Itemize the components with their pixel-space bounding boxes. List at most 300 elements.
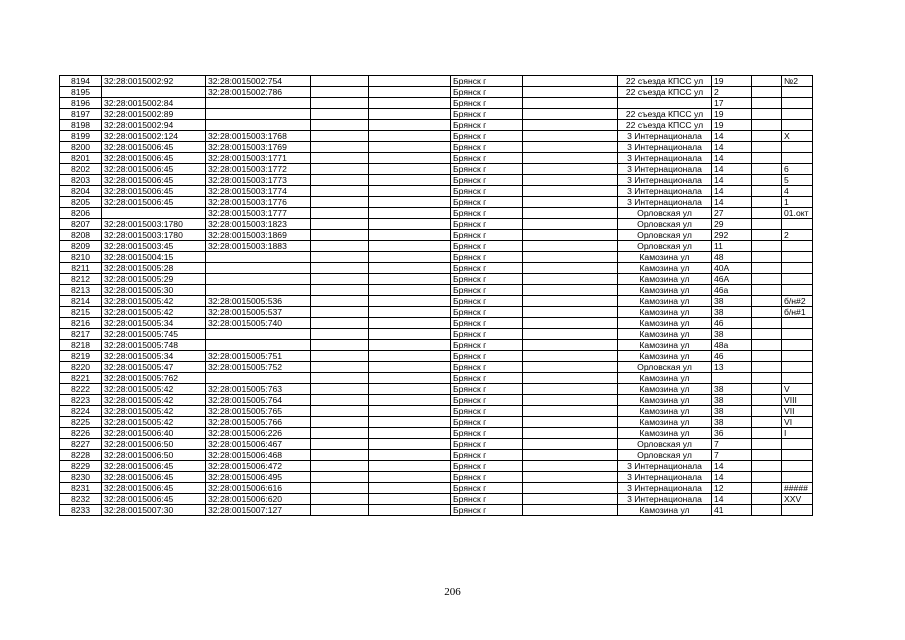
object-cadastral-number-cell: 32:28:0015003:1776 (206, 197, 311, 208)
street-cell: 22 съезда КПСС ул (618, 76, 712, 87)
city-cell: Брянск г (451, 164, 523, 175)
apartment-cell: 4 (782, 186, 813, 197)
house-number-cell: 19 (712, 76, 752, 87)
apartment-cell (782, 362, 813, 373)
city-cell: Брянск г (451, 252, 523, 263)
apartment-cell: 6 (782, 164, 813, 175)
empty-cell (311, 87, 369, 98)
cadastral-number-cell: 32:28:0015003:1780 (102, 219, 206, 230)
empty-cell (369, 175, 451, 186)
house-number-cell: 46А (712, 274, 752, 285)
empty-cell (369, 307, 451, 318)
object-cadastral-number-cell: 32:28:0015003:1883 (206, 241, 311, 252)
table-row (60, 494, 813, 505)
cadastral-number-cell: 32:28:0015006:45 (102, 175, 206, 186)
empty-cell (523, 241, 618, 252)
empty-cell (752, 120, 782, 131)
apartment-cell (782, 472, 813, 483)
object-cadastral-number-cell (206, 340, 311, 351)
row-number-cell: 8196 (60, 98, 102, 109)
street-cell: 3 Интернационала (618, 472, 712, 483)
empty-cell (369, 186, 451, 197)
empty-cell (369, 494, 451, 505)
row-number-cell: 8229 (60, 461, 102, 472)
house-number-cell: 17 (712, 98, 752, 109)
street-cell: Камозина ул (618, 384, 712, 395)
cadastral-number-cell: 32:28:0015003:45 (102, 241, 206, 252)
row-number-cell: 8194 (60, 76, 102, 87)
row-number-cell: 8199 (60, 131, 102, 142)
empty-cell (369, 230, 451, 241)
empty-cell (752, 285, 782, 296)
table-row (60, 384, 813, 395)
empty-cell (523, 120, 618, 131)
city-cell: Брянск г (451, 505, 523, 516)
row-number-cell: 8224 (60, 406, 102, 417)
empty-cell (311, 263, 369, 274)
empty-cell (311, 329, 369, 340)
object-cadastral-number-cell: 32:28:0015005:751 (206, 351, 311, 362)
cadastral-number-cell: 32:28:0015002:92 (102, 76, 206, 87)
row-number-cell: 8223 (60, 395, 102, 406)
table-row (60, 461, 813, 472)
apartment-cell (782, 373, 813, 384)
table-row (60, 406, 813, 417)
street-cell: Камозина ул (618, 505, 712, 516)
apartment-cell: VIII (782, 395, 813, 406)
empty-cell (752, 384, 782, 395)
object-cadastral-number-cell (206, 252, 311, 263)
table-row (60, 120, 813, 131)
cadastral-number-cell: 32:28:0015006:45 (102, 142, 206, 153)
table-row (60, 505, 813, 516)
cadastral-number-cell (102, 208, 206, 219)
cadastral-number-cell: 32:28:0015006:50 (102, 439, 206, 450)
house-number-cell: 292 (712, 230, 752, 241)
city-cell: Брянск г (451, 384, 523, 395)
object-cadastral-number-cell (206, 263, 311, 274)
empty-cell (369, 164, 451, 175)
table-row (60, 197, 813, 208)
row-number-cell: 8220 (60, 362, 102, 373)
empty-cell (311, 494, 369, 505)
empty-cell (523, 494, 618, 505)
apartment-cell: I (782, 428, 813, 439)
cadastral-number-cell: 32:28:0015006:45 (102, 153, 206, 164)
empty-cell (752, 472, 782, 483)
empty-cell (311, 472, 369, 483)
empty-cell (752, 241, 782, 252)
empty-cell (369, 219, 451, 230)
street-cell: 22 съезда КПСС ул (618, 87, 712, 98)
empty-cell (369, 252, 451, 263)
empty-cell (311, 164, 369, 175)
house-number-cell: 46а (712, 285, 752, 296)
apartment-cell: V (782, 384, 813, 395)
apartment-cell: б/н#1 (782, 307, 813, 318)
cadastral-number-cell: 32:28:0015005:762 (102, 373, 206, 384)
empty-cell (523, 208, 618, 219)
house-number-cell: 7 (712, 439, 752, 450)
apartment-cell (782, 351, 813, 362)
row-number-cell: 8216 (60, 318, 102, 329)
apartment-cell (782, 120, 813, 131)
city-cell: Брянск г (451, 120, 523, 131)
street-cell: 3 Интернационала (618, 494, 712, 505)
empty-cell (752, 252, 782, 263)
empty-cell (523, 318, 618, 329)
row-number-cell: 8214 (60, 296, 102, 307)
empty-cell (523, 274, 618, 285)
empty-cell (523, 406, 618, 417)
empty-cell (311, 186, 369, 197)
row-number-cell: 8222 (60, 384, 102, 395)
empty-cell (311, 483, 369, 494)
empty-cell (369, 153, 451, 164)
table-row (60, 208, 813, 219)
empty-cell (369, 109, 451, 120)
house-number-cell: 36 (712, 428, 752, 439)
cadastral-number-cell: 32:28:0015005:42 (102, 296, 206, 307)
street-cell: 3 Интернационала (618, 153, 712, 164)
empty-cell (369, 87, 451, 98)
city-cell: Брянск г (451, 494, 523, 505)
city-cell: Брянск г (451, 472, 523, 483)
empty-cell (523, 98, 618, 109)
street-cell: Орловская ул (618, 362, 712, 373)
table-row (60, 351, 813, 362)
empty-cell (311, 98, 369, 109)
empty-cell (311, 406, 369, 417)
empty-cell (369, 274, 451, 285)
empty-cell (369, 406, 451, 417)
table-row (60, 252, 813, 263)
object-cadastral-number-cell (206, 274, 311, 285)
row-number-cell: 8232 (60, 494, 102, 505)
house-number-cell: 19 (712, 120, 752, 131)
table-row (60, 153, 813, 164)
street-cell: Камозина ул (618, 285, 712, 296)
empty-cell (752, 307, 782, 318)
cadastral-number-cell: 32:28:0015006:45 (102, 494, 206, 505)
object-cadastral-number-cell: 32:28:0015003:1823 (206, 219, 311, 230)
object-cadastral-number-cell (206, 285, 311, 296)
object-cadastral-number-cell: 32:28:0015005:752 (206, 362, 311, 373)
street-cell: Орловская ул (618, 439, 712, 450)
cadastral-number-cell: 32:28:0015005:30 (102, 285, 206, 296)
empty-cell (523, 230, 618, 241)
empty-cell (311, 351, 369, 362)
house-number-cell: 7 (712, 450, 752, 461)
cadastral-number-cell: 32:28:0015006:45 (102, 186, 206, 197)
empty-cell (369, 131, 451, 142)
empty-cell (523, 472, 618, 483)
city-cell: Брянск г (451, 417, 523, 428)
empty-cell (369, 120, 451, 131)
street-cell: Камозина ул (618, 318, 712, 329)
empty-cell (752, 109, 782, 120)
empty-cell (523, 197, 618, 208)
empty-cell (311, 461, 369, 472)
empty-cell (311, 219, 369, 230)
apartment-cell: ##### (782, 483, 813, 494)
cadastral-number-cell: 32:28:0015006:45 (102, 472, 206, 483)
empty-cell (752, 439, 782, 450)
empty-cell (752, 197, 782, 208)
row-number-cell: 8233 (60, 505, 102, 516)
city-cell: Брянск г (451, 329, 523, 340)
city-cell: Брянск г (451, 241, 523, 252)
empty-cell (369, 285, 451, 296)
street-cell: 3 Интернационала (618, 197, 712, 208)
row-number-cell: 8231 (60, 483, 102, 494)
empty-cell (311, 428, 369, 439)
empty-cell (369, 428, 451, 439)
empty-cell (369, 483, 451, 494)
cadastral-number-cell: 32:28:0015005:34 (102, 351, 206, 362)
house-number-cell: 14 (712, 153, 752, 164)
city-cell: Брянск г (451, 219, 523, 230)
row-number-cell: 8195 (60, 87, 102, 98)
apartment-cell (782, 153, 813, 164)
empty-cell (523, 252, 618, 263)
object-cadastral-number-cell: 32:28:0015003:1768 (206, 131, 311, 142)
city-cell: Брянск г (451, 373, 523, 384)
apartment-cell (782, 450, 813, 461)
city-cell: Брянск г (451, 131, 523, 142)
empty-cell (523, 362, 618, 373)
city-cell: Брянск г (451, 285, 523, 296)
table-row (60, 472, 813, 483)
empty-cell (369, 439, 451, 450)
street-cell: Орловская ул (618, 219, 712, 230)
cadastral-number-cell (102, 87, 206, 98)
table-row (60, 450, 813, 461)
page-number: 206 (444, 586, 461, 598)
object-cadastral-number-cell: 32:28:0015003:1773 (206, 175, 311, 186)
row-number-cell: 8218 (60, 340, 102, 351)
empty-cell (752, 142, 782, 153)
house-number-cell: 2 (712, 87, 752, 98)
empty-cell (523, 285, 618, 296)
row-number-cell: 8201 (60, 153, 102, 164)
cadastral-number-cell: 32:28:0015004:15 (102, 252, 206, 263)
cadastral-number-cell: 32:28:0015005:42 (102, 384, 206, 395)
house-number-cell: 19 (712, 109, 752, 120)
cadastral-number-cell: 32:28:0015006:45 (102, 164, 206, 175)
empty-cell (311, 340, 369, 351)
apartment-cell: VII (782, 406, 813, 417)
cadastral-number-cell: 32:28:0015002:124 (102, 131, 206, 142)
empty-cell (369, 241, 451, 252)
house-number-cell: 14 (712, 142, 752, 153)
empty-cell (369, 76, 451, 87)
apartment-cell (782, 252, 813, 263)
object-cadastral-number-cell: 32:28:0015003:1774 (206, 186, 311, 197)
empty-cell (369, 362, 451, 373)
empty-cell (752, 230, 782, 241)
table-row (60, 131, 813, 142)
empty-cell (523, 131, 618, 142)
row-number-cell: 8204 (60, 186, 102, 197)
house-number-cell (712, 373, 752, 384)
object-cadastral-number-cell: 32:28:0015006:467 (206, 439, 311, 450)
object-cadastral-number-cell: 32:28:0015006:616 (206, 483, 311, 494)
empty-cell (311, 274, 369, 285)
empty-cell (752, 417, 782, 428)
row-number-cell: 8200 (60, 142, 102, 153)
empty-cell (752, 505, 782, 516)
object-cadastral-number-cell: 32:28:0015006:472 (206, 461, 311, 472)
city-cell: Брянск г (451, 351, 523, 362)
street-cell: Камозина ул (618, 417, 712, 428)
cadastral-number-cell: 32:28:0015005:42 (102, 307, 206, 318)
row-number-cell: 8202 (60, 164, 102, 175)
empty-cell (523, 340, 618, 351)
empty-cell (752, 296, 782, 307)
empty-cell (311, 296, 369, 307)
city-cell: Брянск г (451, 76, 523, 87)
table-row (60, 395, 813, 406)
cadastral-number-cell: 32:28:0015002:84 (102, 98, 206, 109)
row-number-cell: 8205 (60, 197, 102, 208)
empty-cell (523, 483, 618, 494)
empty-cell (369, 505, 451, 516)
empty-cell (369, 461, 451, 472)
row-number-cell: 8225 (60, 417, 102, 428)
object-cadastral-number-cell: 32:28:0015005:766 (206, 417, 311, 428)
cadastral-number-cell: 32:28:0015006:45 (102, 461, 206, 472)
street-cell: Орловская ул (618, 230, 712, 241)
apartment-cell: X (782, 131, 813, 142)
row-number-cell: 8197 (60, 109, 102, 120)
cadastral-number-cell: 32:28:0015005:42 (102, 406, 206, 417)
empty-cell (752, 362, 782, 373)
house-number-cell: 38 (712, 307, 752, 318)
city-cell: Брянск г (451, 230, 523, 241)
table-row (60, 186, 813, 197)
object-cadastral-number-cell (206, 109, 311, 120)
street-cell: 3 Интернационала (618, 142, 712, 153)
row-number-cell: 8208 (60, 230, 102, 241)
table-row (60, 219, 813, 230)
empty-cell (311, 153, 369, 164)
house-number-cell: 14 (712, 164, 752, 175)
cadastral-number-cell: 32:28:0015006:50 (102, 450, 206, 461)
empty-cell (311, 120, 369, 131)
empty-cell (369, 340, 451, 351)
empty-cell (752, 87, 782, 98)
street-cell: Камозина ул (618, 351, 712, 362)
city-cell: Брянск г (451, 483, 523, 494)
object-cadastral-number-cell: 32:28:0015005:764 (206, 395, 311, 406)
apartment-cell (782, 274, 813, 285)
city-cell: Брянск г (451, 186, 523, 197)
house-number-cell: 41 (712, 505, 752, 516)
street-cell: Орловская ул (618, 241, 712, 252)
table-row (60, 76, 813, 87)
table-row (60, 142, 813, 153)
street-cell: 22 съезда КПСС ул (618, 109, 712, 120)
apartment-cell (782, 87, 813, 98)
city-cell: Брянск г (451, 175, 523, 186)
apartment-cell (782, 263, 813, 274)
street-cell: Орловская ул (618, 208, 712, 219)
city-cell: Брянск г (451, 274, 523, 285)
city-cell: Брянск г (451, 87, 523, 98)
table-row (60, 296, 813, 307)
city-cell: Брянск г (451, 461, 523, 472)
table-row (60, 417, 813, 428)
empty-cell (752, 274, 782, 285)
cadastral-number-cell: 32:28:0015007:30 (102, 505, 206, 516)
empty-cell (752, 263, 782, 274)
empty-cell (752, 373, 782, 384)
house-number-cell: 27 (712, 208, 752, 219)
apartment-cell: 2 (782, 230, 813, 241)
empty-cell (752, 208, 782, 219)
house-number-cell: 12 (712, 483, 752, 494)
empty-cell (311, 241, 369, 252)
empty-cell (369, 351, 451, 362)
empty-cell (369, 329, 451, 340)
empty-cell (311, 109, 369, 120)
empty-cell (311, 450, 369, 461)
empty-cell (752, 483, 782, 494)
house-number-cell: 14 (712, 472, 752, 483)
table-row (60, 285, 813, 296)
object-cadastral-number-cell (206, 329, 311, 340)
house-number-cell: 48а (712, 340, 752, 351)
row-number-cell: 8198 (60, 120, 102, 131)
table-row (60, 362, 813, 373)
object-cadastral-number-cell: 32:28:0015006:468 (206, 450, 311, 461)
empty-cell (752, 395, 782, 406)
cadastral-number-cell: 32:28:0015005:748 (102, 340, 206, 351)
object-cadastral-number-cell: 32:28:0015006:620 (206, 494, 311, 505)
cadastral-number-cell: 32:28:0015006:40 (102, 428, 206, 439)
street-cell: 3 Интернационала (618, 164, 712, 175)
empty-cell (369, 318, 451, 329)
registry-table (59, 75, 813, 516)
registry-table-body (60, 76, 813, 516)
house-number-cell: 14 (712, 461, 752, 472)
empty-cell (752, 186, 782, 197)
empty-cell (369, 417, 451, 428)
row-number-cell: 8217 (60, 329, 102, 340)
street-cell: Камозина ул (618, 406, 712, 417)
object-cadastral-number-cell: 32:28:0015005:740 (206, 318, 311, 329)
empty-cell (523, 373, 618, 384)
table-row (60, 483, 813, 494)
empty-cell (752, 164, 782, 175)
empty-cell (523, 384, 618, 395)
house-number-cell: 14 (712, 186, 752, 197)
street-cell: 3 Интернационала (618, 175, 712, 186)
object-cadastral-number-cell: 32:28:0015003:1869 (206, 230, 311, 241)
street-cell: Камозина ул (618, 252, 712, 263)
object-cadastral-number-cell: 32:28:0015005:765 (206, 406, 311, 417)
house-number-cell: 40А (712, 263, 752, 274)
cadastral-number-cell: 32:28:0015005:29 (102, 274, 206, 285)
empty-cell (369, 98, 451, 109)
row-number-cell: 8213 (60, 285, 102, 296)
table-row (60, 428, 813, 439)
street-cell: Камозина ул (618, 373, 712, 384)
object-cadastral-number-cell: 32:28:0015003:1771 (206, 153, 311, 164)
house-number-cell: 38 (712, 296, 752, 307)
table-row (60, 109, 813, 120)
